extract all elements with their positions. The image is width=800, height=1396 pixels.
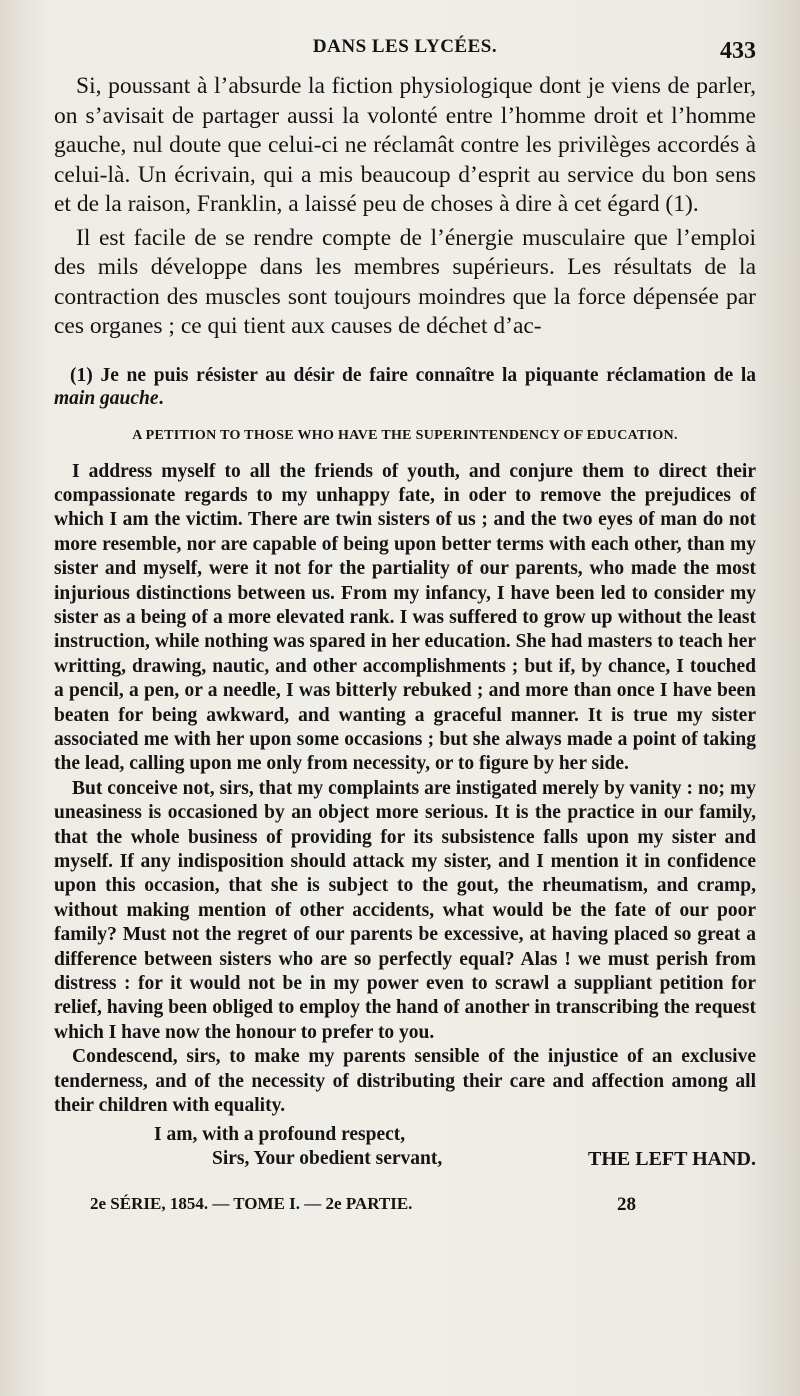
signature-mark: 28 <box>617 1194 636 1216</box>
signature: THE LEFT HAND. <box>588 1148 756 1171</box>
running-title: DANS LES LYCÉES. <box>312 36 498 57</box>
footnote <box>54 364 756 410</box>
paragraph: Si, poussant à l’absurde la fiction physiologique dont je viens de parler, on s’avisait de partager aussi la volonté entre l’homme droit et l’homme gauche, nul doute que celui-ci ne réclamât contre les privilèges accordés à celui-là. Un écrivain, qui a mis beaucoup d’esprit au service du bon sens et de la raison, Franklin, a laissé peu de choses à dire à cet égard (1). <box>54 73 756 217</box>
series-line: 2e SÉRIE, 1854. — TOME I. — 2e PARTIE. <box>90 1194 413 1214</box>
signature-block <box>54 1148 756 1176</box>
petition-title: A PETITION TO THOSE WHO HAVE THE SUPERINTENDENCY OF EDUCATION. <box>132 427 678 443</box>
running-header <box>54 32 756 72</box>
footnote-lead: (1) Je ne puis résister au désir de faire connaître la piquante réclamation de la <box>70 364 756 386</box>
paragraph: Il est facile de se rendre compte de l’énergie musculaire que l’emploi des mils développe dans les membres supérieurs. Les résultats de la contraction des muscles sont toujours moindres que la force dépensée par ces organes ; ce qui tient aux causes de déchet d’ac- <box>54 224 756 339</box>
salutation: Sirs, Your obedient servant, <box>212 1148 443 1170</box>
petition-paragraph: But conceive not, sirs, that my complaints are instigated merely by vanity : no; my uneasiness is occasioned by an object more serious. It is the practice in our family, that the whole business of providing for its subsistence falls upon my sister and myself. If any indisposition should attack my sister, and I mention it in confidence upon this occasion, that she is subject to the gout, the rheumatism, and cramp, without making mention of other accidents, what would be the fate of our poor family? Must not the regret of our parents be excessive, at having placed so great a difference between sisters who are so perfectly equal? Alas ! we must perish from distress : for it would not be in my power even to scrawl a suppliant petition for relief, having been obliged to employ the hand of another in transcribing the request which I have now the honour to prefer to you. <box>54 777 756 1043</box>
footnote-end: . <box>158 387 164 409</box>
petition <box>54 428 756 1177</box>
petition-paragraph: Condescend, sirs, to make my parents sensible of the injustice of an exclusive tenderness, and of the necessity of distributing their care and affection among all their children with equality. <box>54 1046 756 1117</box>
main-text <box>54 72 756 342</box>
page-number: 433 <box>720 38 756 64</box>
closing-line: I am, with a profound respect, <box>154 1124 406 1146</box>
page-footer <box>54 1194 756 1224</box>
footnote-emphasis: main gauche <box>54 387 159 409</box>
footnote-text <box>54 364 756 410</box>
petition-paragraph: I address myself to all the friends of youth, and conjure them to direct their compassionate regards to my unhappy fate, in oder to remove the prejudices of which I am the victim. There are twin sisters of us ; and the two eyes of man do not more resemble, nor are capable of being upon better terms with each other, than my sister and myself, were it not for the partiality of our parents, who made the most injurious distinctions between us. From my infancy, I have been led to consider my sister as a being of a more elevated rank. I was suffered to grow up without the least instruction, while nothing was spared in her education. She had masters to teach her writting, drawing, nautic, and other accomplishments ; but if, by chance, I touched a pencil, a pen, or a needle, I was bitterly rebuked ; and more than once I have been beaten for being awkward, and wanting a graceful manner. It is true my sister associated me with her upon some occasions ; but she always made a point of taking the lead, calling upon me only from necessity, or to figure by her side. <box>54 460 756 775</box>
